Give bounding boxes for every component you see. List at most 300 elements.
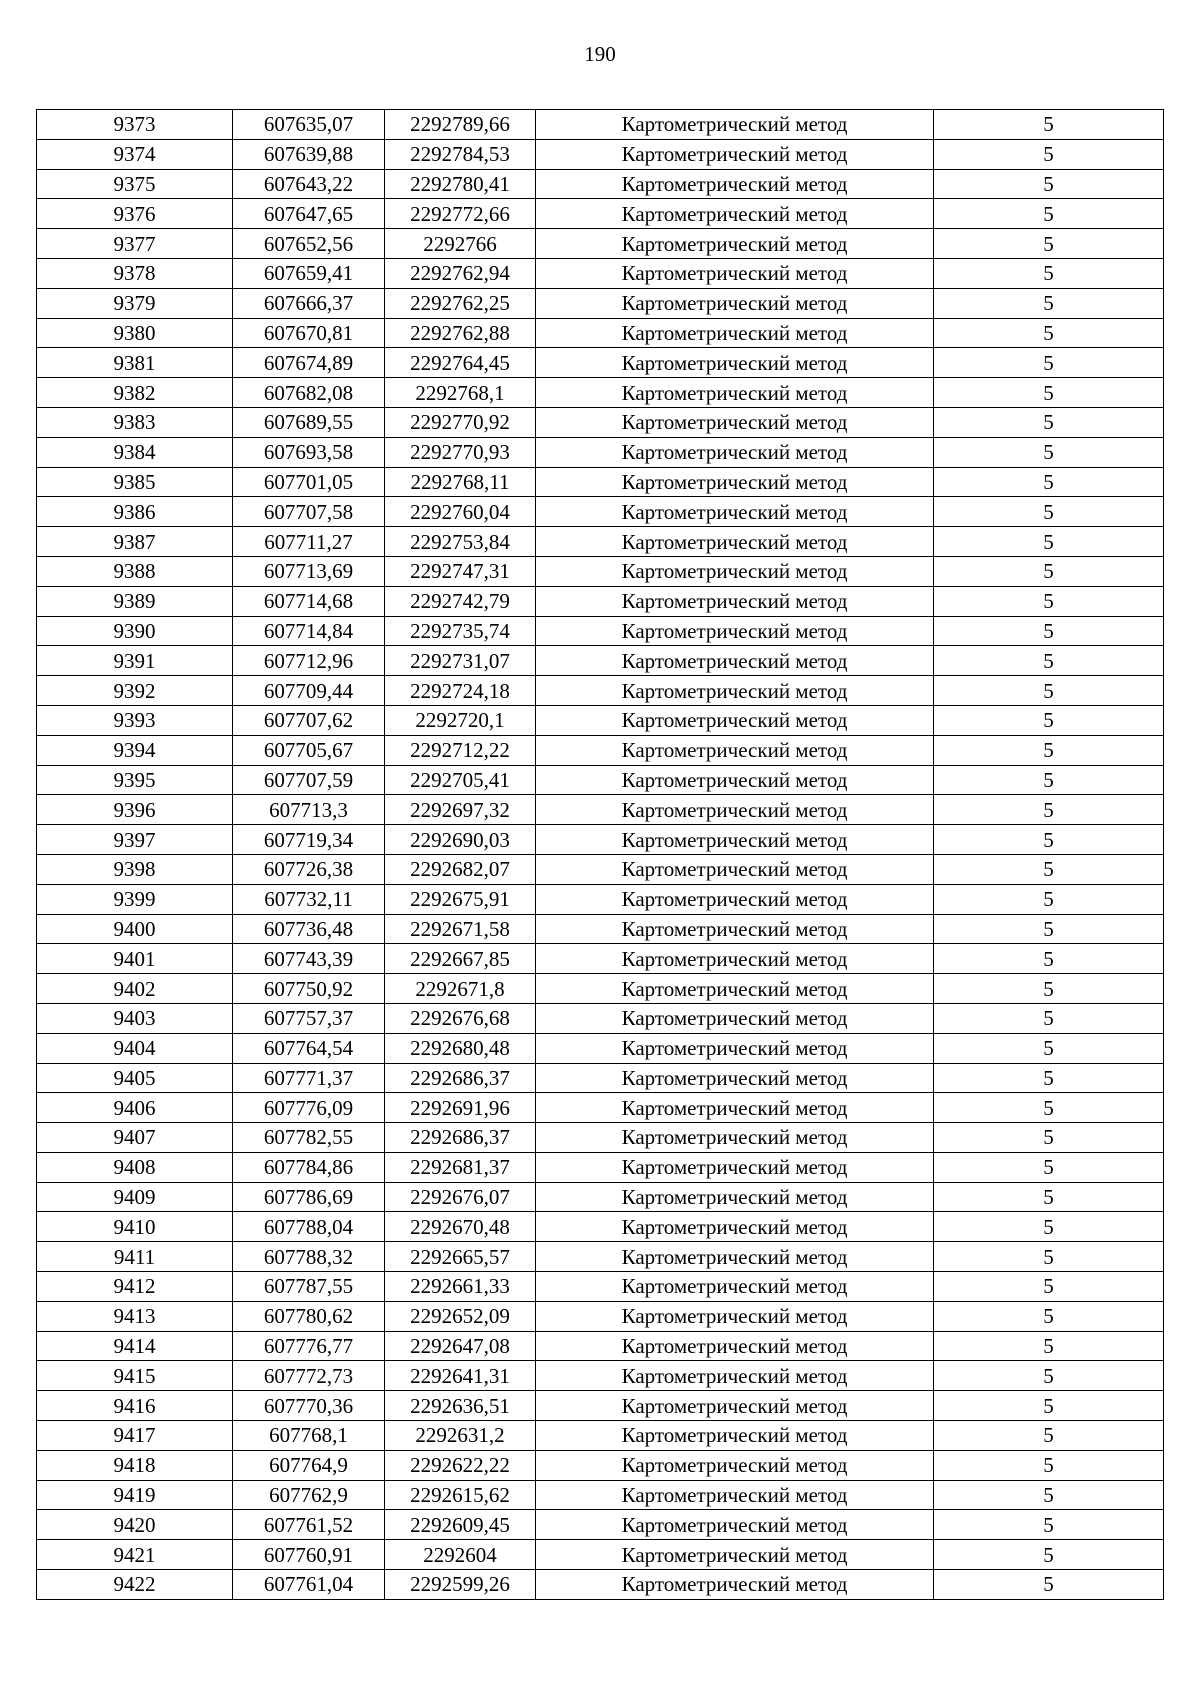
accuracy-cell: 5 [934, 854, 1164, 884]
method-cell: Картометрический метод [536, 705, 934, 735]
x-coordinate-cell: 607689,55 [233, 407, 385, 437]
accuracy-cell: 5 [934, 616, 1164, 646]
point-number-cell: 9388 [37, 556, 233, 586]
point-number-cell: 9397 [37, 825, 233, 855]
table-row [37, 1421, 1164, 1451]
y-coordinate-cell: 2292690,03 [385, 825, 536, 855]
method-cell: Картометрический метод [536, 527, 934, 557]
accuracy-cell: 5 [934, 318, 1164, 348]
x-coordinate-cell: 607635,07 [233, 110, 385, 140]
x-coordinate-cell: 607674,89 [233, 348, 385, 378]
accuracy-cell: 5 [934, 884, 1164, 914]
table-row [37, 974, 1164, 1004]
table-row [37, 1272, 1164, 1302]
point-number-cell: 9403 [37, 1003, 233, 1033]
x-coordinate-cell: 607776,09 [233, 1093, 385, 1123]
y-coordinate-cell: 2292772,66 [385, 199, 536, 229]
table-row [37, 1570, 1164, 1600]
accuracy-cell: 5 [934, 1510, 1164, 1540]
method-cell: Картометрический метод [536, 765, 934, 795]
method-cell: Картометрический метод [536, 407, 934, 437]
x-coordinate-cell: 607768,1 [233, 1421, 385, 1451]
method-cell: Картометрический метод [536, 1301, 934, 1331]
table-row [37, 229, 1164, 259]
x-coordinate-cell: 607719,34 [233, 825, 385, 855]
point-number-cell: 9379 [37, 288, 233, 318]
table-row [37, 676, 1164, 706]
x-coordinate-cell: 607764,9 [233, 1450, 385, 1480]
accuracy-cell: 5 [934, 944, 1164, 974]
method-cell: Картометрический метод [536, 1272, 934, 1302]
method-cell: Картометрический метод [536, 378, 934, 408]
y-coordinate-cell: 2292647,08 [385, 1331, 536, 1361]
y-coordinate-cell: 2292680,48 [385, 1033, 536, 1063]
accuracy-cell: 5 [934, 348, 1164, 378]
accuracy-cell: 5 [934, 169, 1164, 199]
point-number-cell: 9392 [37, 676, 233, 706]
table-row [37, 378, 1164, 408]
y-coordinate-cell: 2292697,32 [385, 795, 536, 825]
y-coordinate-cell: 2292631,2 [385, 1421, 536, 1451]
y-coordinate-cell: 2292780,41 [385, 169, 536, 199]
y-coordinate-cell: 2292652,09 [385, 1301, 536, 1331]
accuracy-cell: 5 [934, 199, 1164, 229]
accuracy-cell: 5 [934, 556, 1164, 586]
table-row [37, 437, 1164, 467]
table-row [37, 288, 1164, 318]
table-row [37, 1242, 1164, 1272]
x-coordinate-cell: 607711,27 [233, 527, 385, 557]
y-coordinate-cell: 2292681,37 [385, 1152, 536, 1182]
method-cell: Картометрический метод [536, 1242, 934, 1272]
y-coordinate-cell: 2292671,58 [385, 914, 536, 944]
point-number-cell: 9378 [37, 258, 233, 288]
x-coordinate-cell: 607784,86 [233, 1152, 385, 1182]
x-coordinate-cell: 607709,44 [233, 676, 385, 706]
method-cell: Картометрический метод [536, 1093, 934, 1123]
table-row [37, 407, 1164, 437]
table-row [37, 556, 1164, 586]
accuracy-cell: 5 [934, 378, 1164, 408]
point-number-cell: 9411 [37, 1242, 233, 1272]
x-coordinate-cell: 607713,69 [233, 556, 385, 586]
table-row [37, 1510, 1164, 1540]
point-number-cell: 9381 [37, 348, 233, 378]
method-cell: Картометрический метод [536, 884, 934, 914]
table-row [37, 1331, 1164, 1361]
point-number-cell: 9375 [37, 169, 233, 199]
x-coordinate-cell: 607714,84 [233, 616, 385, 646]
x-coordinate-cell: 607712,96 [233, 646, 385, 676]
point-number-cell: 9406 [37, 1093, 233, 1123]
x-coordinate-cell: 607761,52 [233, 1510, 385, 1540]
y-coordinate-cell: 2292784,53 [385, 139, 536, 169]
method-cell: Картометрический метод [536, 616, 934, 646]
accuracy-cell: 5 [934, 1480, 1164, 1510]
y-coordinate-cell: 2292676,68 [385, 1003, 536, 1033]
y-coordinate-cell: 2292691,96 [385, 1093, 536, 1123]
point-number-cell: 9410 [37, 1212, 233, 1242]
method-cell: Картометрический метод [536, 646, 934, 676]
table-row [37, 914, 1164, 944]
table-row [37, 169, 1164, 199]
accuracy-cell: 5 [934, 110, 1164, 140]
y-coordinate-cell: 2292770,92 [385, 407, 536, 437]
point-number-cell: 9398 [37, 854, 233, 884]
x-coordinate-cell: 607682,08 [233, 378, 385, 408]
accuracy-cell: 5 [934, 825, 1164, 855]
y-coordinate-cell: 2292705,41 [385, 765, 536, 795]
y-coordinate-cell: 2292753,84 [385, 527, 536, 557]
accuracy-cell: 5 [934, 437, 1164, 467]
point-number-cell: 9382 [37, 378, 233, 408]
accuracy-cell: 5 [934, 407, 1164, 437]
table-row [37, 139, 1164, 169]
method-cell: Картометрический метод [536, 795, 934, 825]
x-coordinate-cell: 607786,69 [233, 1182, 385, 1212]
point-number-cell: 9376 [37, 199, 233, 229]
table-row [37, 825, 1164, 855]
table-row [37, 616, 1164, 646]
point-number-cell: 9409 [37, 1182, 233, 1212]
accuracy-cell: 5 [934, 765, 1164, 795]
point-number-cell: 9421 [37, 1540, 233, 1570]
point-number-cell: 9399 [37, 884, 233, 914]
x-coordinate-cell: 607788,32 [233, 1242, 385, 1272]
table-row [37, 765, 1164, 795]
y-coordinate-cell: 2292768,11 [385, 467, 536, 497]
table-row [37, 318, 1164, 348]
y-coordinate-cell: 2292609,45 [385, 1510, 536, 1540]
point-number-cell: 9394 [37, 735, 233, 765]
y-coordinate-cell: 2292770,93 [385, 437, 536, 467]
table-row [37, 1182, 1164, 1212]
accuracy-cell: 5 [934, 914, 1164, 944]
table-row [37, 1480, 1164, 1510]
accuracy-cell: 5 [934, 1391, 1164, 1421]
y-coordinate-cell: 2292636,51 [385, 1391, 536, 1421]
point-number-cell: 9416 [37, 1391, 233, 1421]
method-cell: Картометрический метод [536, 1212, 934, 1242]
table-row [37, 1123, 1164, 1153]
y-coordinate-cell: 2292789,66 [385, 110, 536, 140]
accuracy-cell: 5 [934, 1093, 1164, 1123]
point-number-cell: 9414 [37, 1331, 233, 1361]
table-row [37, 527, 1164, 557]
method-cell: Картометрический метод [536, 735, 934, 765]
y-coordinate-cell: 2292712,22 [385, 735, 536, 765]
x-coordinate-cell: 607726,38 [233, 854, 385, 884]
table-row [37, 1063, 1164, 1093]
table-row [37, 884, 1164, 914]
table-row [37, 735, 1164, 765]
y-coordinate-cell: 2292760,04 [385, 497, 536, 527]
accuracy-cell: 5 [934, 1272, 1164, 1302]
method-cell: Картометрический метод [536, 944, 934, 974]
point-number-cell: 9413 [37, 1301, 233, 1331]
x-coordinate-cell: 607652,56 [233, 229, 385, 259]
y-coordinate-cell: 2292622,22 [385, 1450, 536, 1480]
point-number-cell: 9385 [37, 467, 233, 497]
y-coordinate-cell: 2292720,1 [385, 705, 536, 735]
x-coordinate-cell: 607707,59 [233, 765, 385, 795]
point-number-cell: 9377 [37, 229, 233, 259]
x-coordinate-cell: 607693,58 [233, 437, 385, 467]
accuracy-cell: 5 [934, 586, 1164, 616]
y-coordinate-cell: 2292615,62 [385, 1480, 536, 1510]
table-row [37, 1003, 1164, 1033]
method-cell: Картометрический метод [536, 1361, 934, 1391]
accuracy-cell: 5 [934, 229, 1164, 259]
method-cell: Картометрический метод [536, 467, 934, 497]
y-coordinate-cell: 2292735,74 [385, 616, 536, 646]
accuracy-cell: 5 [934, 1570, 1164, 1600]
point-number-cell: 9374 [37, 139, 233, 169]
table-row [37, 497, 1164, 527]
table-row [37, 1033, 1164, 1063]
point-number-cell: 9401 [37, 944, 233, 974]
x-coordinate-cell: 607764,54 [233, 1033, 385, 1063]
table-row [37, 1212, 1164, 1242]
method-cell: Картометрический метод [536, 1421, 934, 1451]
method-cell: Картометрический метод [536, 1510, 934, 1540]
point-number-cell: 9404 [37, 1033, 233, 1063]
method-cell: Картометрический метод [536, 825, 934, 855]
x-coordinate-cell: 607788,04 [233, 1212, 385, 1242]
accuracy-cell: 5 [934, 497, 1164, 527]
accuracy-cell: 5 [934, 139, 1164, 169]
y-coordinate-cell: 2292747,31 [385, 556, 536, 586]
accuracy-cell: 5 [934, 467, 1164, 497]
y-coordinate-cell: 2292762,25 [385, 288, 536, 318]
y-coordinate-cell: 2292762,88 [385, 318, 536, 348]
accuracy-cell: 5 [934, 1212, 1164, 1242]
point-number-cell: 9412 [37, 1272, 233, 1302]
y-coordinate-cell: 2292675,91 [385, 884, 536, 914]
method-cell: Картометрический метод [536, 1480, 934, 1510]
accuracy-cell: 5 [934, 1421, 1164, 1451]
point-number-cell: 9418 [37, 1450, 233, 1480]
table-row [37, 1152, 1164, 1182]
method-cell: Картометрический метод [536, 139, 934, 169]
point-number-cell: 9384 [37, 437, 233, 467]
point-number-cell: 9380 [37, 318, 233, 348]
x-coordinate-cell: 607780,62 [233, 1301, 385, 1331]
method-cell: Картометрический метод [536, 1003, 934, 1033]
x-coordinate-cell: 607750,92 [233, 974, 385, 1004]
table-row [37, 1540, 1164, 1570]
x-coordinate-cell: 607782,55 [233, 1123, 385, 1153]
accuracy-cell: 5 [934, 1033, 1164, 1063]
table-row [37, 258, 1164, 288]
table-row [37, 467, 1164, 497]
point-number-cell: 9422 [37, 1570, 233, 1600]
x-coordinate-cell: 607776,77 [233, 1331, 385, 1361]
y-coordinate-cell: 2292676,07 [385, 1182, 536, 1212]
accuracy-cell: 5 [934, 1450, 1164, 1480]
accuracy-cell: 5 [934, 705, 1164, 735]
x-coordinate-cell: 607757,37 [233, 1003, 385, 1033]
table-row [37, 348, 1164, 378]
y-coordinate-cell: 2292686,37 [385, 1063, 536, 1093]
table-row [37, 1450, 1164, 1480]
x-coordinate-cell: 607770,36 [233, 1391, 385, 1421]
x-coordinate-cell: 607760,91 [233, 1540, 385, 1570]
accuracy-cell: 5 [934, 258, 1164, 288]
point-number-cell: 9420 [37, 1510, 233, 1540]
point-number-cell: 9393 [37, 705, 233, 735]
y-coordinate-cell: 2292768,1 [385, 378, 536, 408]
point-number-cell: 9407 [37, 1123, 233, 1153]
method-cell: Картометрический метод [536, 169, 934, 199]
y-coordinate-cell: 2292762,94 [385, 258, 536, 288]
method-cell: Картометрический метод [536, 586, 934, 616]
y-coordinate-cell: 2292665,57 [385, 1242, 536, 1272]
point-number-cell: 9419 [37, 1480, 233, 1510]
table-row [37, 705, 1164, 735]
x-coordinate-cell: 607787,55 [233, 1272, 385, 1302]
accuracy-cell: 5 [934, 1301, 1164, 1331]
accuracy-cell: 5 [934, 646, 1164, 676]
x-coordinate-cell: 607659,41 [233, 258, 385, 288]
y-coordinate-cell: 2292604 [385, 1540, 536, 1570]
x-coordinate-cell: 607701,05 [233, 467, 385, 497]
page-number: 190 [584, 42, 616, 66]
x-coordinate-cell: 607647,65 [233, 199, 385, 229]
x-coordinate-cell: 607707,58 [233, 497, 385, 527]
table-row [37, 1093, 1164, 1123]
method-cell: Картометрический метод [536, 556, 934, 586]
y-coordinate-cell: 2292661,33 [385, 1272, 536, 1302]
accuracy-cell: 5 [934, 1063, 1164, 1093]
method-cell: Картометрический метод [536, 497, 934, 527]
point-number-cell: 9391 [37, 646, 233, 676]
table-row [37, 110, 1164, 140]
point-number-cell: 9417 [37, 1421, 233, 1451]
method-cell: Картометрический метод [536, 1331, 934, 1361]
accuracy-cell: 5 [934, 527, 1164, 557]
method-cell: Картометрический метод [536, 676, 934, 706]
method-cell: Картометрический метод [536, 1182, 934, 1212]
method-cell: Картометрический метод [536, 229, 934, 259]
point-number-cell: 9386 [37, 497, 233, 527]
accuracy-cell: 5 [934, 1182, 1164, 1212]
method-cell: Картометрический метод [536, 437, 934, 467]
table-row [37, 854, 1164, 884]
method-cell: Картометрический метод [536, 1033, 934, 1063]
method-cell: Картометрический метод [536, 1450, 934, 1480]
table-row [37, 1391, 1164, 1421]
x-coordinate-cell: 607705,67 [233, 735, 385, 765]
accuracy-cell: 5 [934, 1331, 1164, 1361]
x-coordinate-cell: 607771,37 [233, 1063, 385, 1093]
x-coordinate-cell: 607670,81 [233, 318, 385, 348]
x-coordinate-cell: 607743,39 [233, 944, 385, 974]
x-coordinate-cell: 607761,04 [233, 1570, 385, 1600]
point-number-cell: 9389 [37, 586, 233, 616]
accuracy-cell: 5 [934, 795, 1164, 825]
method-cell: Картометрический метод [536, 348, 934, 378]
table-row [37, 1361, 1164, 1391]
y-coordinate-cell: 2292724,18 [385, 676, 536, 706]
x-coordinate-cell: 607714,68 [233, 586, 385, 616]
method-cell: Картометрический метод [536, 1063, 934, 1093]
accuracy-cell: 5 [934, 1152, 1164, 1182]
table-row [37, 1301, 1164, 1331]
method-cell: Картометрический метод [536, 110, 934, 140]
accuracy-cell: 5 [934, 1242, 1164, 1272]
accuracy-cell: 5 [934, 735, 1164, 765]
point-number-cell: 9402 [37, 974, 233, 1004]
point-number-cell: 9383 [37, 407, 233, 437]
y-coordinate-cell: 2292670,48 [385, 1212, 536, 1242]
point-number-cell: 9395 [37, 765, 233, 795]
point-number-cell: 9396 [37, 795, 233, 825]
y-coordinate-cell: 2292667,85 [385, 944, 536, 974]
y-coordinate-cell: 2292599,26 [385, 1570, 536, 1600]
table-row [37, 944, 1164, 974]
x-coordinate-cell: 607713,3 [233, 795, 385, 825]
table-row [37, 795, 1164, 825]
point-number-cell: 9405 [37, 1063, 233, 1093]
y-coordinate-cell: 2292766 [385, 229, 536, 259]
y-coordinate-cell: 2292682,07 [385, 854, 536, 884]
point-number-cell: 9390 [37, 616, 233, 646]
table-row [37, 586, 1164, 616]
y-coordinate-cell: 2292671,8 [385, 974, 536, 1004]
accuracy-cell: 5 [934, 288, 1164, 318]
accuracy-cell: 5 [934, 1123, 1164, 1153]
y-coordinate-cell: 2292731,07 [385, 646, 536, 676]
coordinates-table-body [37, 110, 1164, 1600]
x-coordinate-cell: 607732,11 [233, 884, 385, 914]
method-cell: Картометрический метод [536, 914, 934, 944]
x-coordinate-cell: 607772,73 [233, 1361, 385, 1391]
method-cell: Картометрический метод [536, 258, 934, 288]
x-coordinate-cell: 607736,48 [233, 914, 385, 944]
point-number-cell: 9387 [37, 527, 233, 557]
coordinates-table [36, 109, 1164, 1600]
accuracy-cell: 5 [934, 1003, 1164, 1033]
x-coordinate-cell: 607762,9 [233, 1480, 385, 1510]
x-coordinate-cell: 607666,37 [233, 288, 385, 318]
method-cell: Картометрический метод [536, 199, 934, 229]
y-coordinate-cell: 2292641,31 [385, 1361, 536, 1391]
accuracy-cell: 5 [934, 1540, 1164, 1570]
method-cell: Картометрический метод [536, 1391, 934, 1421]
x-coordinate-cell: 607643,22 [233, 169, 385, 199]
method-cell: Картометрический метод [536, 1123, 934, 1153]
x-coordinate-cell: 607639,88 [233, 139, 385, 169]
method-cell: Картометрический метод [536, 1152, 934, 1182]
accuracy-cell: 5 [934, 974, 1164, 1004]
x-coordinate-cell: 607707,62 [233, 705, 385, 735]
method-cell: Картометрический метод [536, 318, 934, 348]
accuracy-cell: 5 [934, 1361, 1164, 1391]
point-number-cell: 9373 [37, 110, 233, 140]
accuracy-cell: 5 [934, 676, 1164, 706]
point-number-cell: 9415 [37, 1361, 233, 1391]
method-cell: Картометрический метод [536, 1570, 934, 1600]
y-coordinate-cell: 2292764,45 [385, 348, 536, 378]
y-coordinate-cell: 2292742,79 [385, 586, 536, 616]
point-number-cell: 9408 [37, 1152, 233, 1182]
method-cell: Картометрический метод [536, 1540, 934, 1570]
y-coordinate-cell: 2292686,37 [385, 1123, 536, 1153]
table-row [37, 199, 1164, 229]
method-cell: Картометрический метод [536, 854, 934, 884]
point-number-cell: 9400 [37, 914, 233, 944]
